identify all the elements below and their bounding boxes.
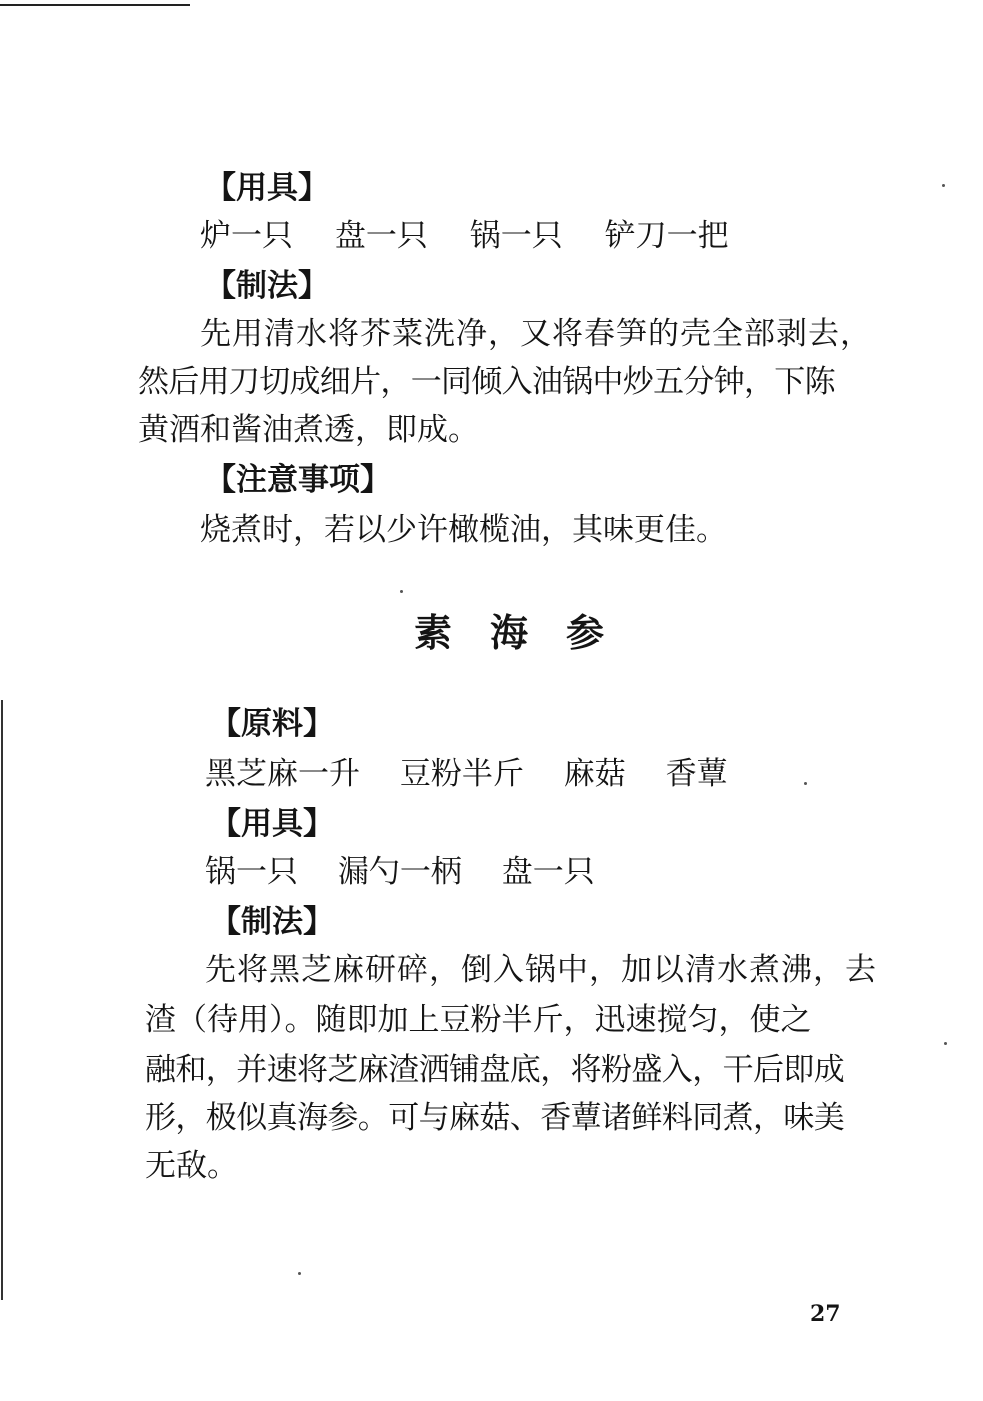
recipe-title: 素海参 (414, 611, 643, 655)
method-line: 融和，并速将芝麻渣洒铺盘底，将粉盛入，干后即成 (145, 1052, 845, 1088)
method-line: 黄酒和酱油煮透，即成。 (138, 412, 479, 448)
ingredient-item: 香蕈 (665, 756, 728, 792)
ingredient-item: 豆粉半斤 (399, 756, 524, 792)
ingredient-item: 黑芝麻一升 (205, 756, 360, 792)
notes-text: 烧煮时，若以少许橄榄油，其味更佳。 (200, 512, 727, 548)
method-heading-1: 【制法】 (205, 268, 329, 304)
tool-item: 盘一只 (501, 854, 595, 890)
tools-list-2 (205, 852, 595, 892)
top-rule (0, 4, 190, 6)
tools-list-1 (200, 216, 729, 256)
scan-speck (298, 1272, 301, 1275)
notes-heading: 【注意事项】 (205, 462, 391, 498)
tool-item: 漏勺一柄 (337, 854, 462, 890)
tool-item: 锅一只 (205, 854, 298, 890)
scan-speck (944, 1042, 947, 1045)
method-line: 然后用刀切成细片，一同倾入油锅中炒五分钟，下陈 (138, 364, 835, 400)
method-line: 形，极似真海参。可与麻菇、香蕈诸鲜料同煮，味美 (145, 1100, 845, 1136)
method-line: 无敌。 (145, 1148, 238, 1184)
page-edge-line (1, 700, 3, 1300)
tool-item: 炉一只 (200, 218, 293, 254)
method-line: 渣（待用）。随即加上豆粉半斤，迅速搅匀，使之 (145, 1002, 812, 1038)
tool-item: 铲刀一把 (604, 218, 729, 254)
ingredients-list (205, 754, 728, 794)
method-heading-2: 【制法】 (210, 904, 334, 940)
tools-heading-1: 【用具】 (205, 170, 329, 206)
tool-item: 锅一只 (469, 218, 563, 254)
tool-item: 盘一只 (334, 218, 428, 254)
ingredient-item: 麻菇 (563, 756, 626, 792)
method-line: 先用清水将芥菜洗净，又将春笋的壳全部剥去， (200, 316, 872, 352)
ingredients-heading: 【原料】 (210, 706, 334, 742)
scan-speck (804, 782, 807, 785)
tools-heading-2: 【用具】 (210, 806, 334, 842)
page-number: 27 (810, 1301, 841, 1327)
scan-speck (400, 590, 403, 593)
method-line: 先将黑芝麻研碎，倒入锅中，加以清水煮沸，去 (205, 952, 877, 988)
scan-speck (942, 184, 945, 187)
